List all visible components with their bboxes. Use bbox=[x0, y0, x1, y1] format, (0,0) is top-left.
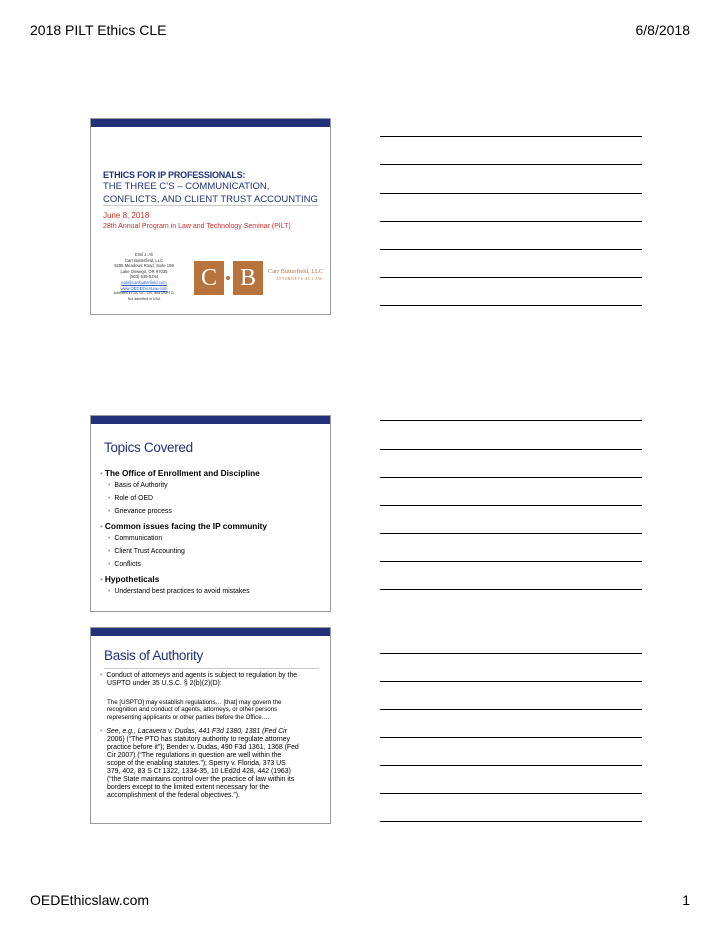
contact-address2: Lake Oswego, OR 97035 bbox=[120, 268, 168, 274]
slide-3-basis-of-authority bbox=[90, 627, 331, 824]
note-line bbox=[380, 533, 642, 534]
slide-2-topics bbox=[90, 415, 331, 612]
logo-subtitle: ATTORNEYS AT LAW bbox=[276, 277, 323, 281]
contact-website-link[interactable]: www.OEDEthicsLaw.com bbox=[120, 285, 168, 291]
slide-2-heading: Topics Covered bbox=[104, 440, 193, 455]
topic-section-hypotheticals: • Hypotheticals bbox=[100, 574, 160, 584]
note-line bbox=[380, 277, 642, 278]
note-line bbox=[380, 420, 642, 421]
note-line bbox=[380, 681, 642, 682]
note-line bbox=[380, 136, 642, 137]
contact-admitted: Admitted in CA, DC, OR, and USPTO; bbox=[113, 291, 175, 296]
contact-firm: Carr Butterfield, LLC bbox=[124, 257, 164, 263]
contact-block bbox=[99, 252, 189, 302]
logo-letter-c: C bbox=[194, 261, 224, 295]
note-line bbox=[380, 193, 642, 194]
page-footer-site: OEDEthicslaw.com bbox=[30, 892, 150, 908]
note-line bbox=[380, 164, 642, 165]
authority-bullet-2: • See, e.g., Lacavera v. Dudas, 441 F3d 1380, 1381 (Fed Cir 2006) (“The PTO has statutory authority to regulate attorney practice before it”); Bender v. Dudas, 490 F3d 1361, 1368 (Fed Cir 2007) (“The regulations in question are well within the scope of the enabling statutes.”); Sperry v. Florida, 373 US 379, 402, 83 S Ct 1322, 1334-35, 10 LEd2d 428, 442 (1963) (“the State maintains control over the practice of law within its borders except to the limited extent necessary for the accomplishment of the federal objectives.”). bbox=[100, 728, 299, 799]
note-line bbox=[380, 249, 642, 250]
note-line bbox=[380, 589, 642, 590]
topic-item: • Understand best practices to avoid mistakes bbox=[108, 588, 250, 595]
contact-email-link[interactable]: eali@carrbutterfield.com bbox=[121, 279, 167, 285]
note-line bbox=[380, 737, 642, 738]
note-line bbox=[380, 477, 642, 478]
slide-3-heading: Basis of Authority bbox=[104, 648, 203, 663]
authority-bullet-1: • Conduct of attorneys and agents is subject to regulation by the USPTO under 35 U.S.C. § 2(b)(2)(D): bbox=[100, 672, 298, 687]
topic-item: • Basis of Authority bbox=[108, 482, 168, 489]
contact-address1: 5285 Meadows Road, Suite 199 bbox=[114, 263, 174, 269]
slide-1-title-block bbox=[103, 170, 323, 206]
slide-top-bar bbox=[91, 416, 330, 424]
page-header-date: 6/8/2018 bbox=[635, 22, 690, 38]
note-line bbox=[380, 561, 642, 562]
slide-1-date: June 8, 2018 bbox=[103, 211, 150, 220]
contact-not-admitted: Not admitted in USA bbox=[127, 296, 161, 301]
topic-section-oed: • The Office of Enrollment and Discipline bbox=[100, 468, 260, 478]
note-line bbox=[380, 709, 642, 710]
note-line bbox=[380, 821, 642, 822]
note-line bbox=[380, 793, 642, 794]
note-line bbox=[380, 305, 642, 306]
note-line bbox=[380, 653, 642, 654]
slide-1-title-bold: ETHICS FOR IP PROFESSIONALS: bbox=[103, 170, 246, 180]
topic-item: • Grievance process bbox=[108, 508, 172, 515]
contact-name: Emil J. Ali bbox=[134, 252, 154, 257]
statute-quote: The [USPTO] may establish regulations… [that] may govern the recognition and conduct of agents, attorneys, or other persons representing applicants or other parties before the Office…. bbox=[107, 699, 282, 721]
logo-letter-b: B bbox=[233, 261, 263, 295]
slide-1-program: 28th Annual Program in Law and Technology Seminar (PILT) bbox=[103, 223, 291, 230]
divider bbox=[104, 668, 319, 669]
note-line bbox=[380, 505, 642, 506]
logo-firm-name: Carr Butterfield, LLC bbox=[268, 268, 324, 275]
slide-1-title-line2: THE THREE C’S – COMMUNICATION, bbox=[103, 181, 270, 192]
slide-1-title-line3: CONFLICTS, AND CLIENT TRUST ACCOUNTING bbox=[103, 194, 318, 205]
topic-section-common-issues: • Common issues facing the IP community bbox=[100, 521, 268, 531]
topic-item: • Role of OED bbox=[108, 495, 154, 502]
topic-item: • Conflicts bbox=[108, 561, 141, 568]
topic-item: • Communication bbox=[108, 535, 163, 542]
note-line bbox=[380, 765, 642, 766]
topic-item: • Client Trust Accounting bbox=[108, 548, 185, 555]
slide-top-bar bbox=[91, 628, 330, 636]
divider bbox=[103, 205, 318, 206]
note-line bbox=[380, 449, 642, 450]
note-line bbox=[380, 221, 642, 222]
contact-phone: (503) 635-5244 bbox=[129, 274, 159, 280]
slide-1-title bbox=[90, 118, 331, 315]
slide-top-bar bbox=[91, 119, 330, 127]
page-header-title: 2018 PILT Ethics CLE bbox=[30, 22, 167, 38]
page-number: 1 bbox=[682, 892, 690, 908]
logo-dot-icon bbox=[226, 276, 230, 280]
